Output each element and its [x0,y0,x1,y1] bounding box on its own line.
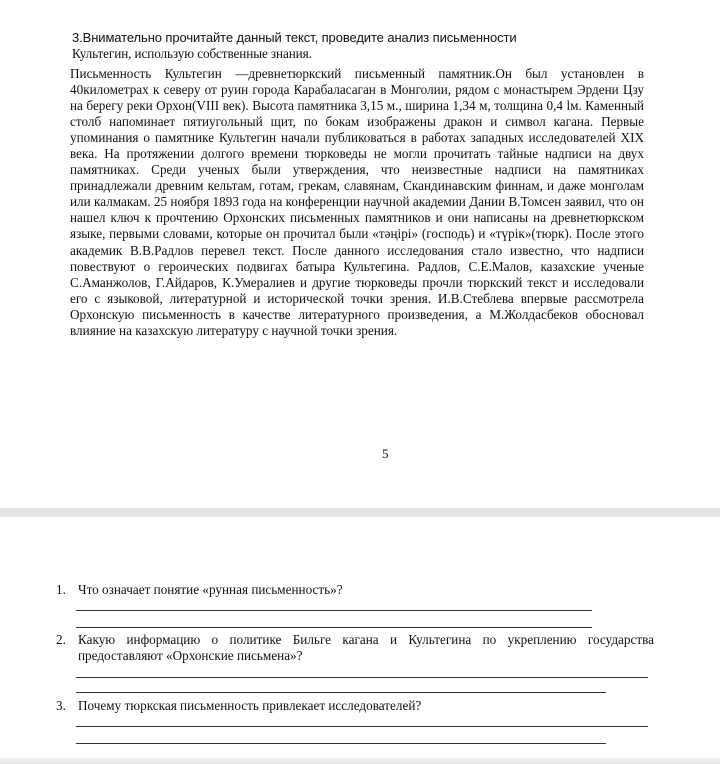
page-number: 5 [382,446,389,461]
question-number: 2. [56,632,66,647]
question-text: Какую информацию о политике Бильге кагана и Культегина по укреплению государства предоставляют «Орхонские письмена»? [78,632,654,663]
page-bottom-edge [0,758,720,764]
answer-line [76,627,592,628]
reading-passage: Письменность Культегин —древнетюркский письменный памятник.Он был установлен в 40километрах к северу от руин города Карабаласаган в Монголии, рядом с монастырем Эрдени Цзу на берегу реки Орхон(VIII век). Высота памятника 3,15 м., ширина 1,34 м, толщина 0,4 lм. Каменный столб напоминает пятиугольный щит, по бокам изображены дракон и символ кагана. Первые упоминания о памятнике Культегин начали публиковаться в работах западных исследователей XIX века. На протяжении долгого времени тюрковеды не могли прочитать тайные надписи на двух памятниках. Среди ученых были утверждения, что неизвестные надписи на памятниках принадлежали древним кельтам, готам, грекам, славянам, Скандинавским финнам, и даже монголам или калмакам. 25 ноября 1893 года на конференции научной академии Дании В.Томсен заявил, что он нашел ключ к прочтению Орхонских письменных памятников и они написаны на древнетюркском языке, первыми словами, которые он прочитал были «тәңірі» (господь) и «түрік»(тюрк). После этого академик В.В.Радлов перевел текст. После данного исследования стало известно, что надписи повествуют о героических подвигах батыра Культегина. Радлов, С.Е.Малов, казахские ученые С.Аманжолов, Г.Айдаров, К.Умералиев и другие тюрковеды прочли тюркский текст и исследовали его с языковой, литературной и исторической точки зрения. И.В.Стеблева впервые рассмотрела Орхонскую письменность в качестве литературного произведения, а М.Жолдасбеков обосновал влияние на казахскую литературу с научной точки зрения. [70,66,644,338]
question-text: Что означает понятие «рунная письменность»? [78,582,343,597]
answer-line [76,743,606,744]
question-number: 1. [56,582,66,597]
question-number: 3. [56,698,66,713]
answer-line [76,610,592,611]
answer-line [76,677,648,678]
question-text: Почему тюркская письменность привлекает исследователей? [78,698,422,713]
answer-line [76,692,606,693]
task-instruction-line-1: 3.Внимательно прочитайте данный текст, проведите анализ письменности [72,30,517,45]
answer-line [76,726,648,727]
task-instruction [72,30,632,61]
page-separator [0,508,720,517]
task-instruction-line-2: Культегин, использую собственные знания. [72,45,312,61]
